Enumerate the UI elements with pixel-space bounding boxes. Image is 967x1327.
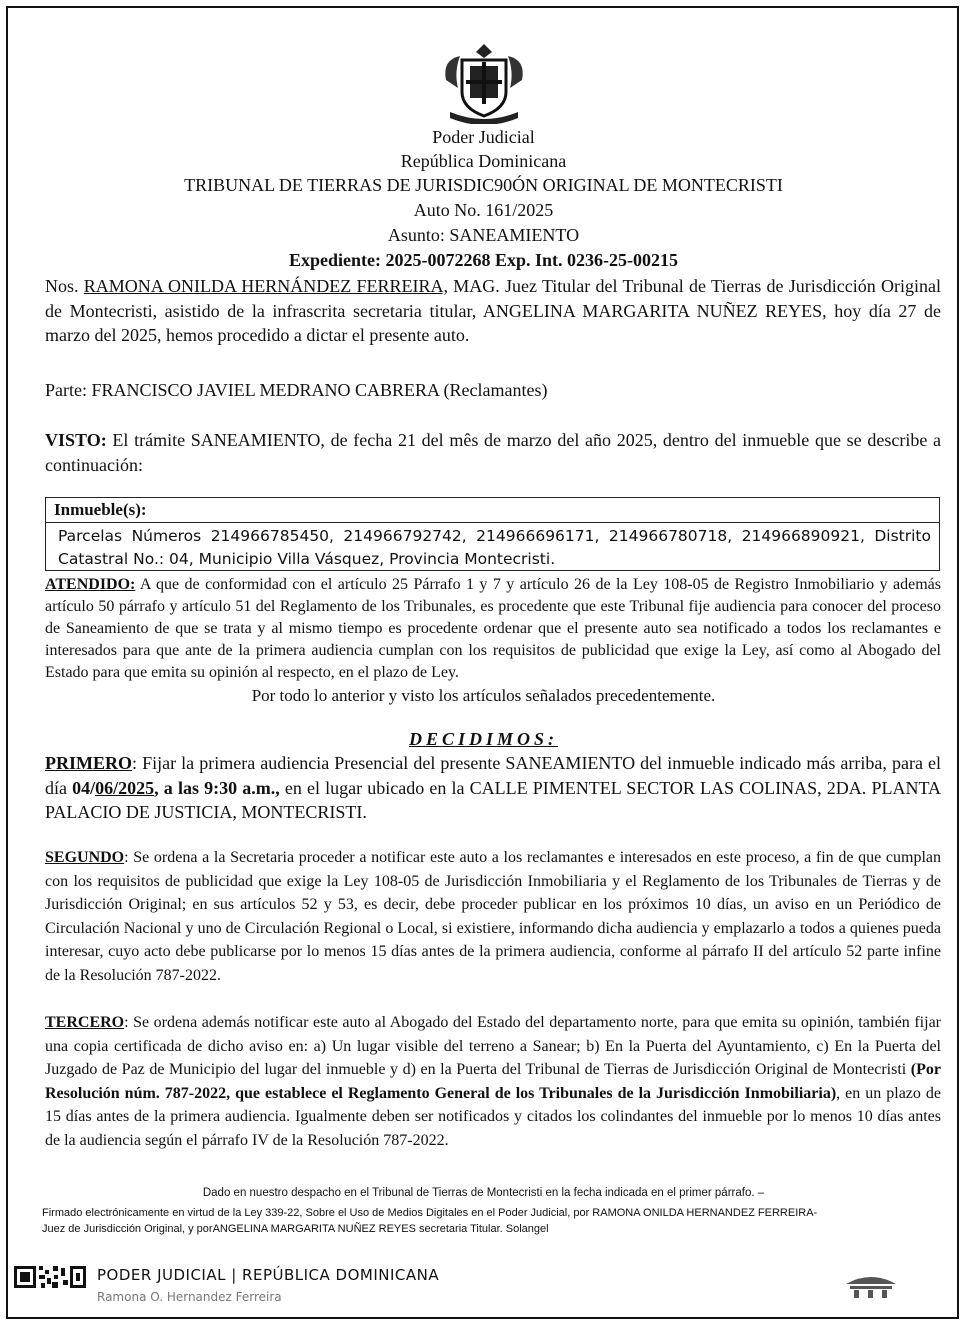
tercero-label: TERCERO	[45, 1014, 125, 1031]
intro-nos: Nos.	[45, 276, 79, 296]
inmueble-box	[45, 497, 940, 571]
coat-of-arms-icon	[440, 42, 528, 124]
primero-date-a: 04/	[72, 777, 96, 798]
footer-dado: Dado en nuestro despacho en el Tribunal de Tierras de Montecristi en la fecha indicada en el primer párrafo. –	[202, 1187, 765, 1199]
building-icon	[842, 1270, 900, 1298]
intro-text: MAG. Juez Titular del Tribunal de Tierras de Jurisdicción Original de Montecristi, asistido de la infrascrita secretaria titular, ANGELINA MARGARITA NUÑEZ REYES, hoy día 27 de marzo del 2025, hemos procedido a dictar el presente auto.	[45, 276, 942, 345]
header-country: República Dominicana	[400, 151, 567, 171]
atendido-closing: Por todo lo anterior y visto los artículos señalados precedentemente.	[251, 686, 716, 705]
primero-paragraph	[45, 751, 941, 825]
expediente: Expediente: 2025-0072268 Exp. Int. 0236-25-00215	[288, 250, 678, 270]
atendido-paragraph	[45, 574, 941, 684]
primero-label: PRIMERO	[45, 753, 132, 773]
visto-text: El trámite SANEAMIENTO, de fecha 21 del mês de marzo del año 2025, dentro del inmueble que se describe a continuación:	[45, 430, 941, 475]
auto-number: Auto No. 161/2025	[413, 200, 554, 220]
primero-text-1: : Fijar la primera audiencia Presencial del presente SANEAMIENTO del inmueble indicado más arriba, para el día	[45, 753, 941, 798]
qr-code-icon	[14, 1266, 86, 1288]
segundo-label: SEGUNDO	[45, 849, 125, 866]
atendido-text: A que de conformidad con el artículo 25 Párrafo 1 y 7 y artículo 26 de la Ley 108-05 de Registro Inmobiliario y además artículo 50 párrafo y artículo 51 del Reglamento de los Tribunales, es procedente que este Tribunal fije audiencia para conocer del proceso de Saneamiento de que se trata y al mismo tiempo es procedente ordenar que el presente auto sea notificado a todos los reclamantes e interesados para que ante de la primera audiencia cumplan con los requisitos de publicidad que exige la Ley, así como al Abogado del Estado para que emita su opinión al respecto, en el plazo de Ley.	[45, 576, 941, 681]
parte: Parte: FRANCISCO JAVIEL MEDRANO CABRERA (Reclamantes)	[45, 380, 548, 400]
segundo-text: : Se ordena a la Secretaria proceder a notificar este auto a los reclamantes e interesados en este proceso, a fin de que cumplan con los requisitos de publicidad que exige la Ley 108-05 de Jurisdicción Inmobiliaria y el Reglamento de los Tribunales de Tierras y de Jurisdicción Original; en sus artículos 52 y 53, es decir, debe proceder publicar en los próximos 10 días, un aviso en un Periódico de Circulación Nacional y uno de Circulación Regional o Local, si existiere, informando dicha audiencia y emplazarlo a todos a quienes pueda interesar, cuyo acto debe publicarse por lo menos 15 días antes de la primera audiencia, conforme al párrafo II del artículo 52 parte infine de la Resolución 787-2022.	[45, 849, 941, 984]
tercero-paragraph	[45, 1011, 941, 1152]
tercero-bold: (Por Resolución núm. 787-2022, que establece el Reglamento General de los Tribunales de la Jurisdicción Inmobiliaria)	[45, 1061, 941, 1102]
segundo-paragraph	[45, 846, 941, 987]
visto-paragraph	[45, 428, 941, 477]
inmueble-text: Parcelas Números 214966785450, 214966792742, 214966696171, 214966780718, 214966890921, Distrito Catastral No.: 04, Municipio Villa Vásquez, Provincia Montecristi.	[58, 527, 931, 568]
primero-text-2: en el lugar ubicado en la CALLE PIMENTEL SECTOR LAS COLINAS, 2DA. PLANTA PALACIO DE JUSTICIA, MONTECRISTI.	[45, 777, 941, 822]
header-institution: Poder Judicial	[432, 127, 535, 147]
footer-firmado	[42, 1205, 942, 1237]
brand-footer: PODER JUDICIAL | REPÚBLICA DOMINICANA	[97, 1266, 440, 1284]
visto-label: VISTO:	[45, 430, 107, 450]
inmueble-header: Inmueble(s):	[46, 498, 939, 523]
primero-date-b: 06/2025	[95, 777, 155, 798]
asunto: Asunto: SANEAMIENTO	[387, 225, 580, 245]
decidimos-heading: DECIDIMOS:	[408, 729, 559, 749]
atendido-label: ATENDIDO:	[45, 576, 136, 593]
primero-time: , a las 9:30 a.m.,	[154, 777, 280, 798]
tercero-text-1: : Se ordena además notificar este auto al Abogado del Estado del departamento norte, para que emita su opinión, también fijar una copia certificada de dicho aviso en: a) Un lugar visible del terreno a Sanear; b) En la Puerta del Ayuntamiento, c) En la Puerta del Juzgado de Paz de Municipio del lugar del inmueble y d) en la Puerta del Tribunal de Tierras de Jurisdicción Original de Montecristi	[45, 1014, 941, 1078]
header-tribunal: TRIBUNAL DE TIERRAS DE JURISDIC90ÓN ORIGINAL DE MONTECRISTI	[184, 175, 783, 195]
tercero-text-2: , en un plazo de 15 días antes de la primera audiencia. Igualmente deben ser notificados y citados los colindantes del inmueble por lo menos 10 días antes de la audiencia según el párrafo IV de la Resolución 787-2022.	[45, 1084, 941, 1149]
footer-firmado-line2: Juez de Jurisdicción Original, y porANGELINA MARGARITA NUÑEZ REYES secretaria Titular. Solangel	[42, 1223, 549, 1235]
footer-firmado-line1: Firmado electrónicamente en virtud de la Ley 339-22, Sobre el Uso de Medios Digitales en el Poder Judicial, por RAMONA ONILDA HERNANDEZ FERREIRA-	[42, 1207, 818, 1219]
judge-name: RAMONA ONILDA HERNÁNDEZ FERREIRA,	[83, 276, 449, 296]
signature-name: Ramona O. Hernandez Ferreira	[97, 1290, 282, 1304]
intro-paragraph	[45, 274, 941, 348]
